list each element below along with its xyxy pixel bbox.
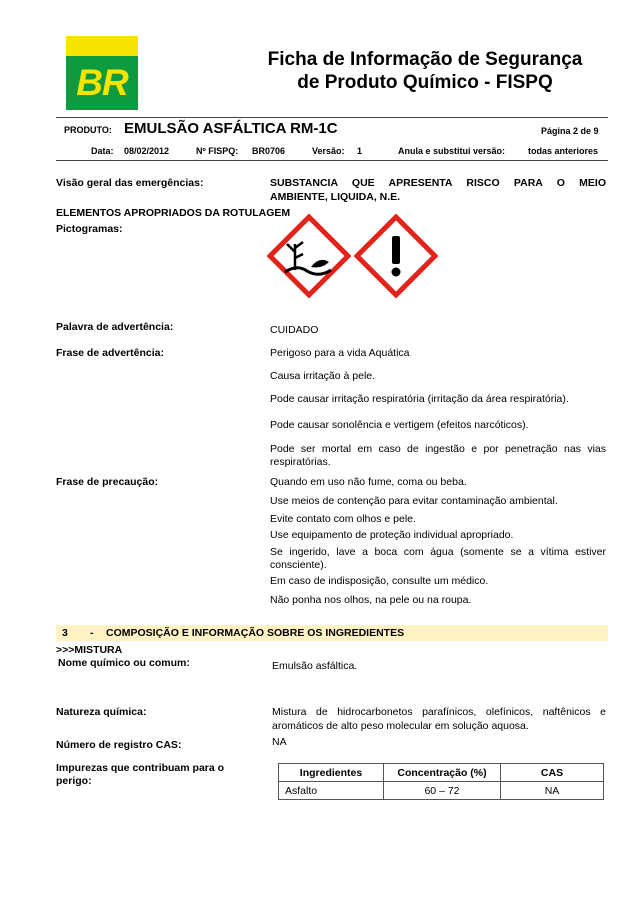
nome-label: Nome químico ou comum: xyxy=(58,657,190,669)
table-header-row xyxy=(279,764,604,782)
emergency-label: Visão geral das emergências: xyxy=(56,177,204,189)
table-cell: NA xyxy=(501,782,604,800)
frase-item: Perigoso para a vida Aquática xyxy=(270,347,410,359)
frase-item: Pode ser mortal em caso de ingestão e por penetração nas vias xyxy=(270,443,606,455)
precaucao-item: Evite contato com olhos e pele. xyxy=(270,513,416,525)
logo-yellow-band xyxy=(66,36,138,56)
pictogramas-label: Pictogramas: xyxy=(56,223,123,235)
emergency-line-1: SUBSTANCIA QUE APRESENTA RISCO PARA O MEIO xyxy=(270,177,606,189)
natureza-line-1: Mistura de hidrocarbonetos parafínicos, olefínicos, naftênicos e xyxy=(272,706,606,718)
table-cell: 60 – 72 xyxy=(384,782,501,800)
produto-label: PRODUTO: xyxy=(64,125,112,135)
produto-value: EMULSÃO ASFÁLTICA RM-1C xyxy=(124,120,338,137)
anula-value: todas anteriores xyxy=(528,146,599,156)
title-line-2: de Produto Químico - FISPQ xyxy=(297,72,553,93)
nome-value: Emulsão asfáltica. xyxy=(272,660,358,672)
data-value: 08/02/2012 xyxy=(124,146,170,156)
versao-value: 1 xyxy=(357,146,363,156)
section-3-number: 3 xyxy=(62,627,68,639)
fispq-value: BR0706 xyxy=(252,146,286,156)
natureza-label: Natureza química: xyxy=(56,706,147,718)
emergency-line-2: AMBIENTE, LIQUIDA, N.E. xyxy=(270,191,401,203)
header-bottom-rule xyxy=(56,160,608,161)
table-header: Ingredientes xyxy=(279,764,384,782)
natureza-line-2: aromáticos de alto peso molecular em solução aquosa. xyxy=(272,720,529,732)
precaucao-item: Em caso de indisposição, consulte um médico. xyxy=(270,575,489,587)
precaucao-item: Use meios de contenção para evitar contaminação ambiental. xyxy=(270,495,558,507)
section-3-title: COMPOSIÇÃO E INFORMAÇÃO SOBRE OS INGREDIENTES xyxy=(106,627,405,639)
document-title xyxy=(240,48,610,94)
palavra-label: Palavra de advertência: xyxy=(56,321,174,333)
title-line-1: Ficha de Informação de Segurança xyxy=(267,49,583,70)
precaucao-item: Quando em uso não fume, coma ou beba. xyxy=(270,476,467,488)
frase-item: respiratórias. xyxy=(270,456,331,468)
logo-text: BR xyxy=(76,62,128,103)
precaucao-item: Se ingerido, lave a boca com água (somente se a vítima estiver xyxy=(270,546,606,558)
precaucao-label: Frase de precaução: xyxy=(56,476,159,488)
palavra-value: CUIDADO xyxy=(270,324,319,336)
environment-hazard-icon xyxy=(267,214,351,298)
table-header: Concentração (%) xyxy=(384,764,501,782)
impurezas-label xyxy=(56,762,224,788)
cas-label: Número de registro CAS: xyxy=(56,739,182,751)
frase-label: Frase de advertência: xyxy=(56,347,164,359)
table-cell: Asfalto xyxy=(279,782,384,800)
table-header: CAS xyxy=(501,764,604,782)
precaucao-item: Não ponha nos olhos, na pele ou na roupa. xyxy=(270,594,472,606)
data-label: Data: xyxy=(91,146,114,156)
precaucao-item: consciente). xyxy=(270,559,327,571)
exclamation-mark-icon xyxy=(354,214,438,298)
anula-label: Anula e substitui versão: xyxy=(398,146,506,156)
cas-value: NA xyxy=(272,736,287,748)
page-number: Página 2 de 9 xyxy=(541,126,599,136)
impurezas-label-line-2: perigo: xyxy=(56,775,92,787)
frase-item: Causa irritação à pele. xyxy=(270,370,376,382)
impurezas-label-line-1: Impurezas que contribuam para o xyxy=(56,762,225,774)
header-top-rule xyxy=(56,117,608,118)
br-logo xyxy=(66,36,138,110)
rotulagem-heading: ELEMENTOS APROPRIADOS DA ROTULAGEM xyxy=(56,207,291,219)
versao-label: Versão: xyxy=(312,146,345,156)
frase-item: Pode causar sonolência e vertigem (efeitos narcóticos). xyxy=(270,419,529,431)
mistura-label: >>>MISTURA xyxy=(56,644,123,656)
table-row xyxy=(279,782,604,800)
section-3-dash: - xyxy=(90,627,94,639)
fispq-label: Nº FISPQ: xyxy=(196,146,239,156)
frase-item: Pode causar irritação respiratória (irritação da área respiratória). xyxy=(270,393,569,405)
precaucao-item: Use equipamento de proteção individual apropriado. xyxy=(270,529,514,541)
ingredients-table xyxy=(278,763,604,800)
